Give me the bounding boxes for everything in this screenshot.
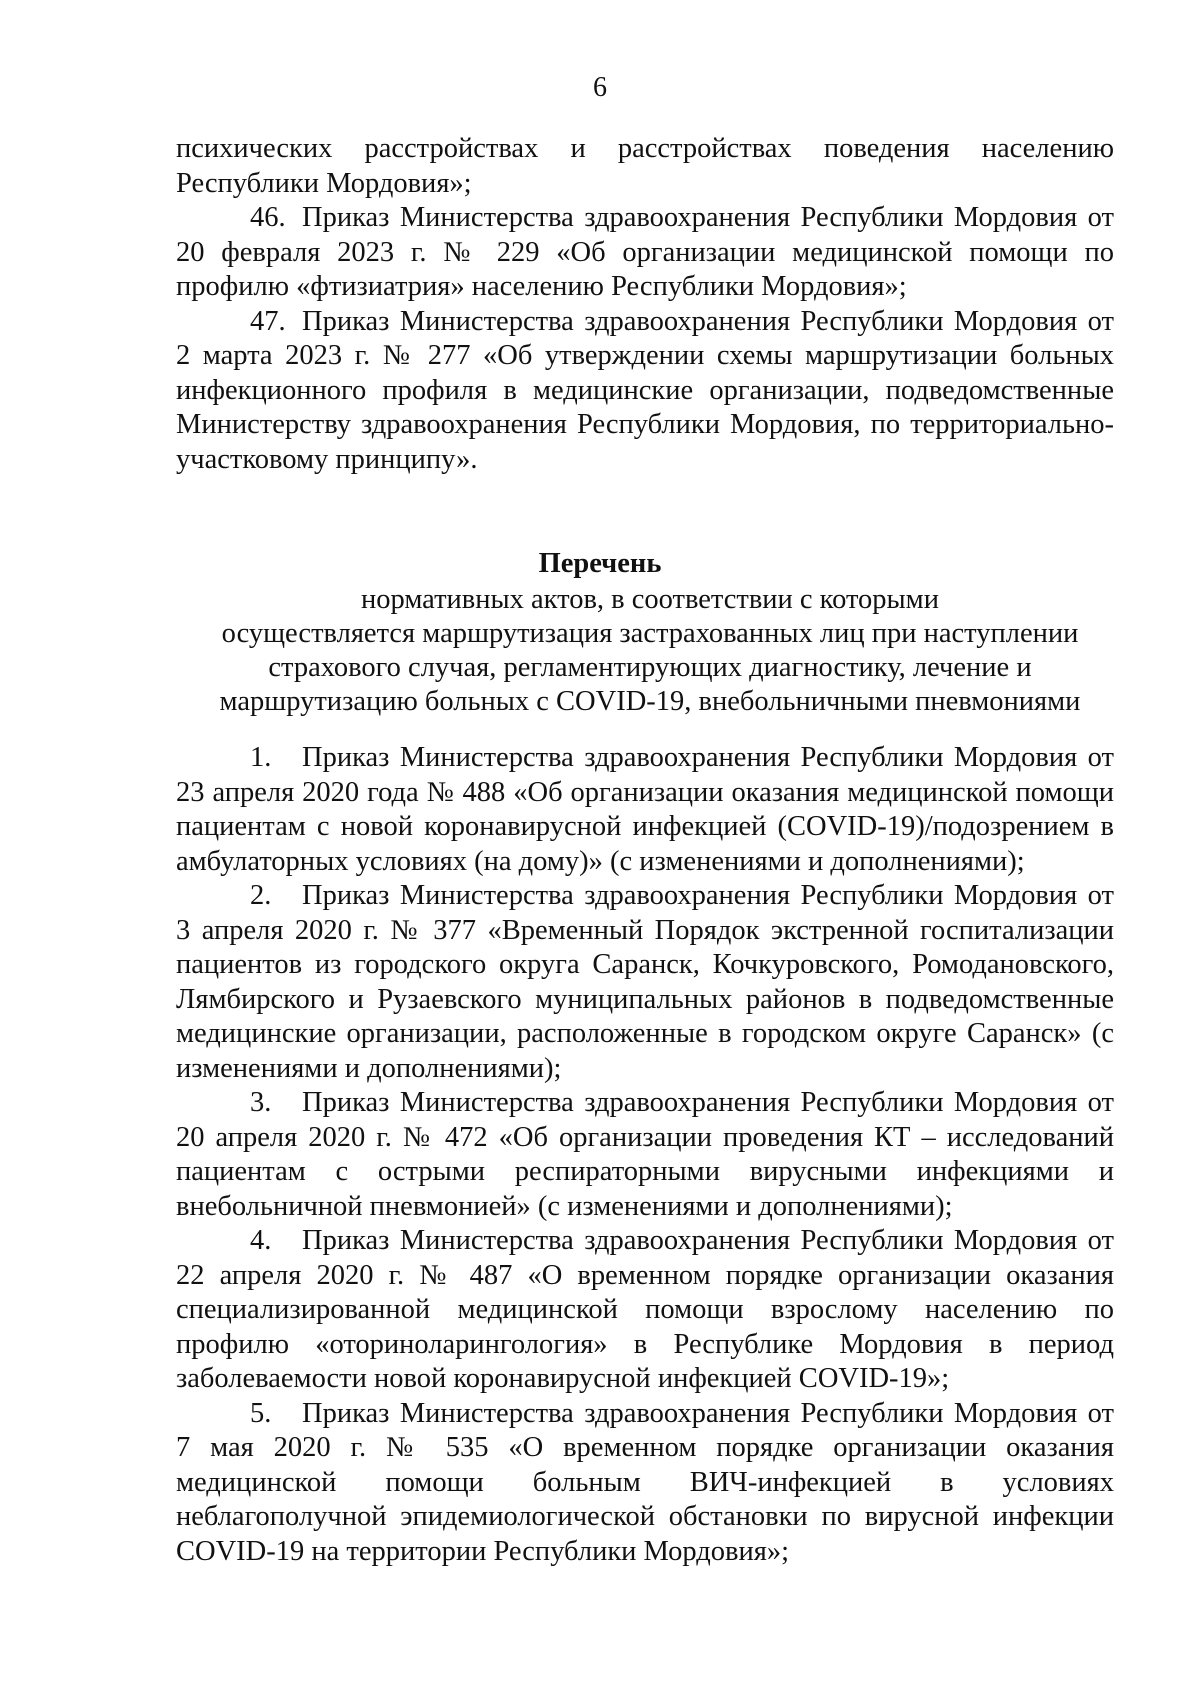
list-item-47 — [176, 305, 1114, 478]
item-number: 3. — [250, 1087, 272, 1118]
list-item-1 — [176, 741, 1114, 879]
list-item-3 — [176, 1086, 1114, 1224]
item-text: Приказ Министерства здравоохранения Республики Мордовия от 7 мая 2020 г. № 535 «О временном порядке организации оказания медицинской помощи больным ВИЧ-инфекцией в условиях неблагополучной эпидемиологической обстановки по вирусной инфекции COVID-19 на территории Республики Мордовия»; — [176, 1397, 1114, 1567]
list-item-5 — [176, 1397, 1114, 1570]
top-section — [176, 132, 1114, 477]
item-number: 1. — [250, 742, 272, 773]
subtitle-line: страхового случая, регламентирующих диагностику, лечение и — [268, 652, 1032, 683]
item-text: Приказ Министерства здравоохранения Республики Мордовия от 3 апреля 2020 г. № 377 «Временный Порядок экстренной госпитализации пациентов из городского округа Саранск, Кочкуровского, Ромодановского, Лямбирского и Рузаевского муниципальных районов в подведомственные медицинские организации, расположенные в городском округе Саранск» (с изменениями и дополнениями); — [176, 880, 1114, 1084]
list-item-2 — [176, 879, 1114, 1086]
list-item-46 — [176, 201, 1114, 305]
page-number: 6 — [593, 72, 607, 103]
item-number: 47. — [250, 305, 286, 337]
section-title: Перечень — [538, 548, 662, 579]
section-subtitle — [150, 583, 1150, 719]
subtitle-line: маршрутизацию больных с COVID-19, внебольничными пневмониями — [219, 686, 1081, 717]
item-text: Приказ Министерства здравоохранения Республики Мордовия от 23 апреля 2020 года № 488 «Об организации оказания медицинской помощи пациентам с новой коронавирусной инфекцией (COVID-19)/подозрением в амбулаторных условиях (на дому)» (с изменениями и дополнениями); — [176, 742, 1114, 877]
subtitle-line: нормативных актов, в соответствии с которыми — [361, 584, 939, 615]
acts-list — [176, 741, 1114, 1569]
list-item-4 — [176, 1224, 1114, 1397]
continued-paragraph: психических расстройствах и расстройствах поведения населению Республики Мордовия»; — [176, 133, 1114, 199]
item-text: Приказ Министерства здравоохранения Республики Мордовия от 22 апреля 2020 г. № 487 «О временном порядке организации оказания специализированной медицинской помощи взрослому населению по профилю «оториноларингология» в Республике Мордовия в период заболеваемости новой коронавирусной инфекцией COVID-19»; — [176, 1225, 1114, 1394]
item-number: 4. — [250, 1225, 272, 1256]
subtitle-line: осуществляется маршрутизация застрахованных лиц при наступлении — [221, 618, 1079, 649]
item-number: 46. — [250, 202, 286, 233]
item-text: Приказ Министерства здравоохранения Республики Мордовия от 20 февраля 2023 г. № 229 «Об организации медицинской помощи по профилю «фтизиатрия» населению Республики Мордовия»; — [176, 202, 1114, 302]
item-text: Приказ Министерства здравоохранения Республики Мордовия от 2 марта 2023 г. № 277 «Об утверждении схемы маршрутизации больных инфекционного профиля в медицинские организации, подведомственные Министерству здравоохранения Республики Мордовия, по территориально-участковому принципу». — [176, 305, 1114, 475]
item-text: Приказ Министерства здравоохранения Республики Мордовия от 20 апреля 2020 г. № 472 «Об организации проведения КТ – исследований пациентам с острыми респираторными вирусными инфекциями и внебольничной пневмонией» (с изменениями и дополнениями); — [176, 1087, 1114, 1222]
item-number: 2. — [250, 880, 272, 911]
item-number: 5. — [250, 1397, 272, 1429]
